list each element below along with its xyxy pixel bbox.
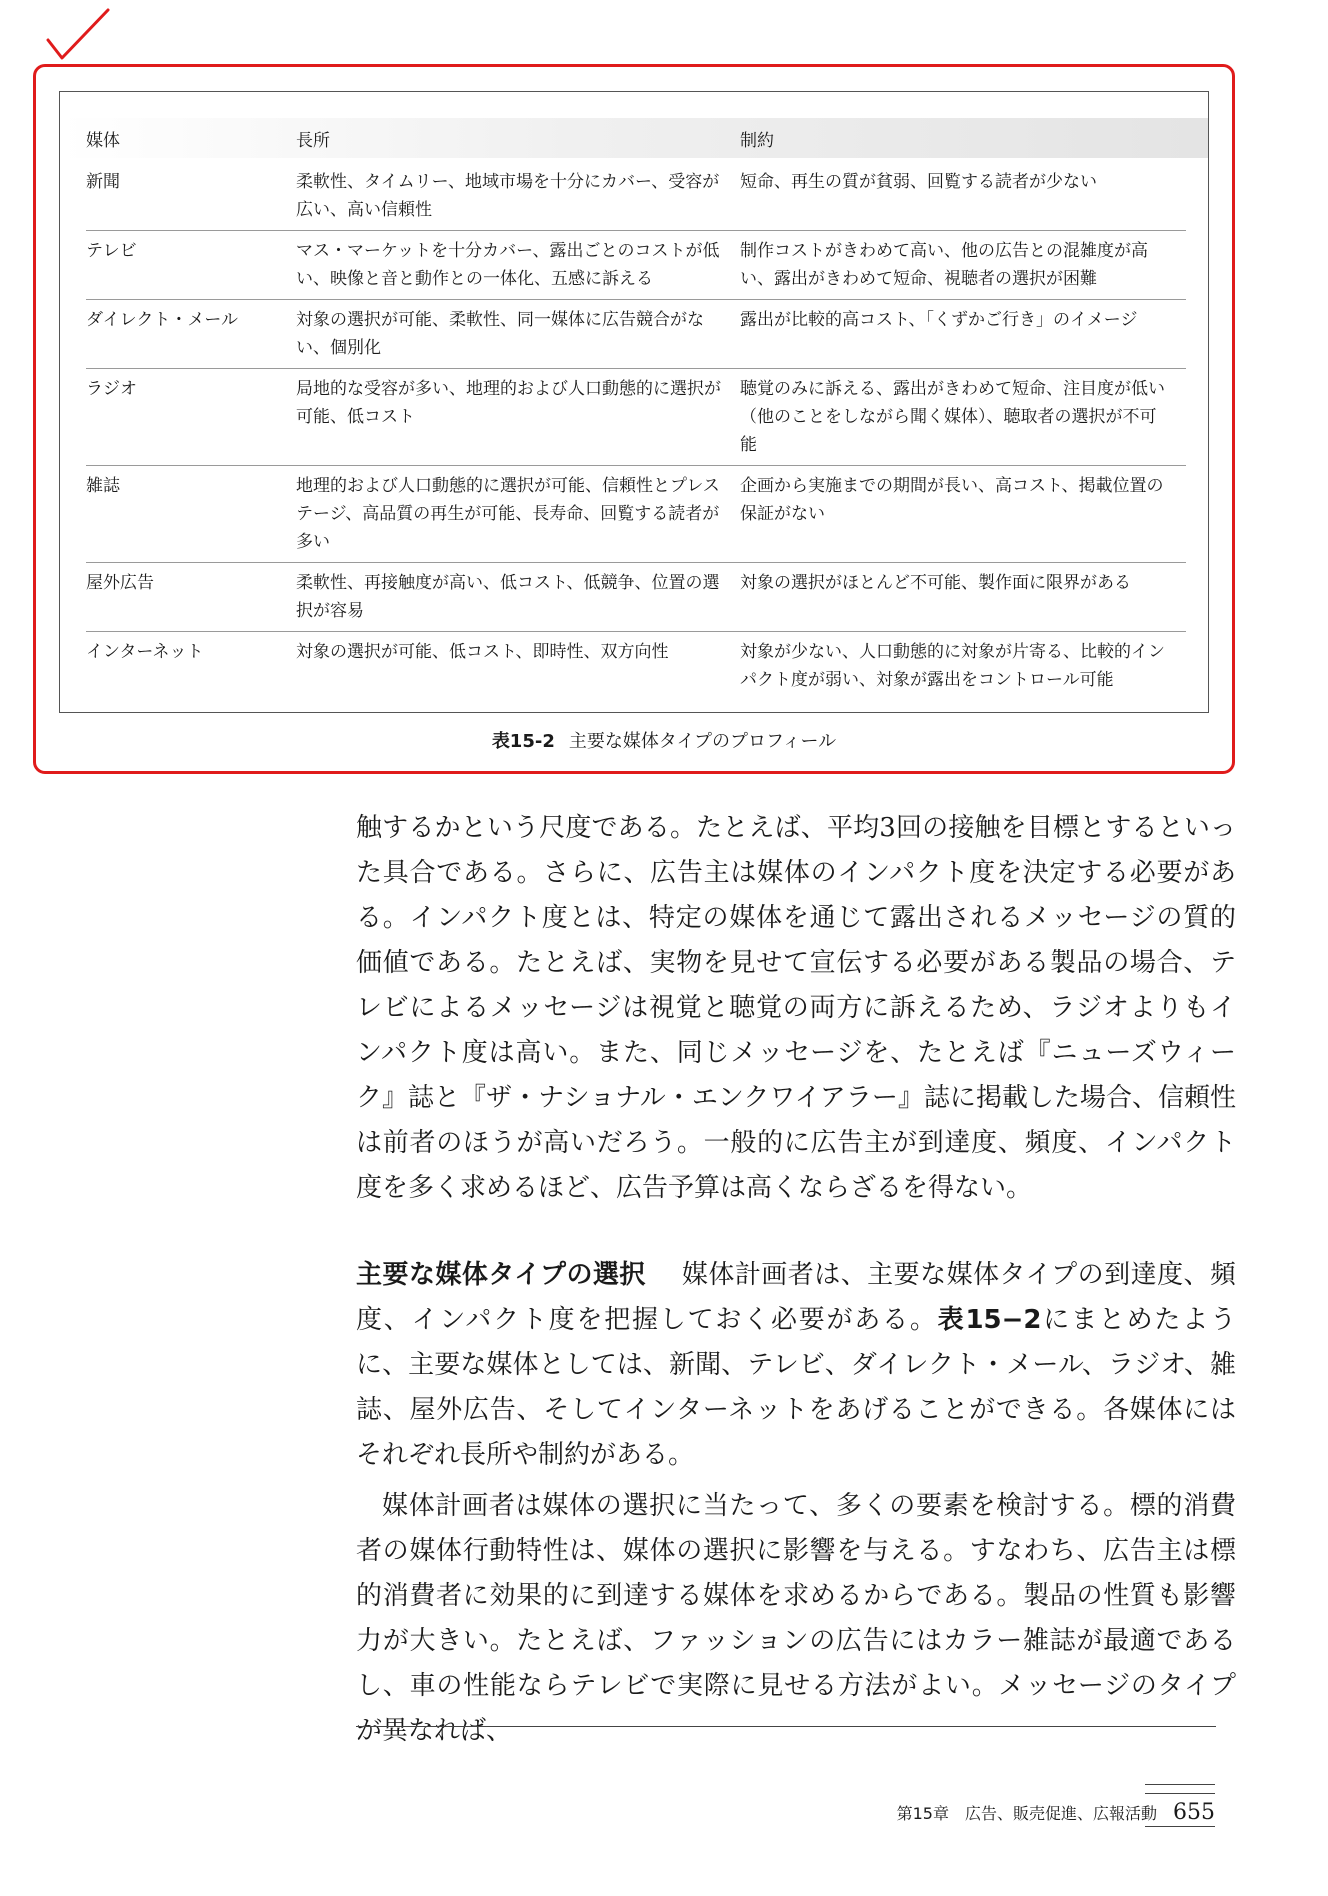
limitations-cell: 聴覚のみに訴える、露出がきわめて短命、注目度が低い（他のことをしながら聞く媒体）、聴取者の選択が不可能 xyxy=(740,369,1186,466)
header-media: 媒体 xyxy=(86,131,120,151)
body-paragraph xyxy=(356,806,1236,1211)
table-row xyxy=(86,563,1186,632)
strengths-cell: マス・マーケットを十分カバー、露出ごとのコストが低い、映像と音と動作との一体化、五感に訴える xyxy=(296,231,740,300)
media-cell: 新聞 xyxy=(86,172,120,192)
page-number: 655 xyxy=(1173,1800,1215,1825)
paragraph-text: 媒体計画者は媒体の選択に当たって、多くの要素を検討する。標的消費者の媒体行動特性は、媒体の選択に影響を与える。すなわち、広告主は標的消費者に効果的に到達する媒体を求めるからである。製品の性質も影響力が大きい。たとえば、ファッションの広告にはカラー雑誌が最適であるし、車の性能ならテレビで実際に見せる方法がよい。メッセージのタイプが異なれば、 xyxy=(356,1491,1236,1746)
body-paragraph xyxy=(356,1484,1236,1754)
strengths-cell: 柔軟性、再接触度が高い、低コスト、低競争、位置の選択が容易 xyxy=(296,563,740,632)
caption-text: 主要な媒体タイプのプロフィール xyxy=(568,731,837,752)
limitations-cell: 露出が比較的高コスト、「くずかご行き」のイメージ xyxy=(740,300,1186,369)
strengths-cell: 柔軟性、タイムリー、地域市場を十分にカバー、受容が広い、高い信頼性 xyxy=(296,172,720,220)
strengths-cell: 地理的および人口動態的に選択が可能、信頼性とプレステージ、高品質の再生が可能、長寿命、回覧する読者が多い xyxy=(296,466,740,563)
strengths-cell: 対象の選択が可能、低コスト、即時性、双方向性 xyxy=(296,632,740,701)
limitations-cell: 制作コストがきわめて高い、他の広告との混雑度が高い、露出がきわめて短命、視聴者の選択が困難 xyxy=(740,231,1186,300)
section-paragraph xyxy=(356,1253,1236,1478)
table-header-row xyxy=(86,122,1186,162)
check-mark-icon xyxy=(44,6,114,66)
table-row xyxy=(86,369,1186,466)
table-row xyxy=(86,231,1186,300)
media-cell: ダイレクト・メール xyxy=(86,300,296,369)
table-row xyxy=(86,466,1186,563)
media-cell: 雑誌 xyxy=(86,466,296,563)
table-reference: 表15−2 xyxy=(937,1305,1042,1335)
limitations-cell: 対象が少ない、人口動態的に対象が片寄る、比較的インパクト度が弱い、対象が露出をコントロール可能 xyxy=(740,632,1186,701)
media-cell: インターネット xyxy=(86,632,296,701)
paragraph-text: 媒体計画者は、主要な媒体タイプの到達度、頻度、インパクト度を把握しておく必要がある。 xyxy=(356,1260,1237,1335)
table-caption xyxy=(0,727,1328,753)
strengths-cell: 局地的な受容が多い、地理的および人口動態的に選択が可能、低コスト xyxy=(296,369,740,466)
table-row xyxy=(86,632,1186,701)
page-number-underline xyxy=(1145,1826,1215,1827)
media-profile-table xyxy=(86,122,1186,700)
paragraph-text: 触するかという尺度である。たとえば、平均3回の接触を目標とするといった具合である。さらに、広告主は媒体のインパクト度を決定する必要がある。インパクト度とは、特定の媒体を通じて露出されるメッセージの質的価値である。たとえば、実物を見せて宣伝する必要がある製品の場合、テレビによるメッセージは視覚と聴覚の両方に訴えるため、ラジオよりもインパクト度は高い。また、同じメッセージを、たとえば『ニューズウィーク』誌と『ザ・ナショナル・エンクワイアラー』誌に掲載した場合、信頼性は前者のほうが高いだろう。一般的に広告主が到達度、頻度、インパクト度を多く求めるほど、広告予算は高くならざるを得ない。 xyxy=(356,813,1236,1203)
table-row xyxy=(86,162,1186,231)
paragraph-text: にまとめたように、主要な媒体としては、新聞、テレビ、ダイレクト・メール、ラジオ、雑誌、屋外広告、そしてインターネットをあげることができる。各媒体にはそれぞれ長所や制約がある。 xyxy=(356,1305,1236,1470)
section-heading: 主要な媒体タイプの選択 xyxy=(356,1260,646,1290)
limitations-cell: 短命、再生の質が貧弱、回覧する読者が少ない xyxy=(740,172,1097,192)
table-row xyxy=(86,300,1186,369)
caption-label: 表15-2 xyxy=(491,731,555,752)
page-number-lines xyxy=(1145,1784,1215,1794)
chapter-title: 第15章 広告、販売促進、広報活動 xyxy=(896,1804,1157,1823)
page-footer xyxy=(860,1800,1215,1825)
strengths-cell: 対象の選択が可能、柔軟性、同一媒体に広告競合がない、個別化 xyxy=(296,300,740,369)
media-cell: ラジオ xyxy=(86,369,296,466)
media-cell: 屋外広告 xyxy=(86,563,296,632)
media-cell: テレビ xyxy=(86,231,296,300)
limitations-cell: 対象の選択がほとんど不可能、製作面に限界がある xyxy=(740,563,1186,632)
limitations-cell: 企画から実施までの期間が長い、高コスト、掲載位置の保証がない xyxy=(740,466,1186,563)
paragraph-container xyxy=(356,1253,1236,1478)
header-limitations: 制約 xyxy=(740,131,774,151)
footer-rule xyxy=(356,1726,1216,1727)
header-strengths: 長所 xyxy=(296,131,330,151)
